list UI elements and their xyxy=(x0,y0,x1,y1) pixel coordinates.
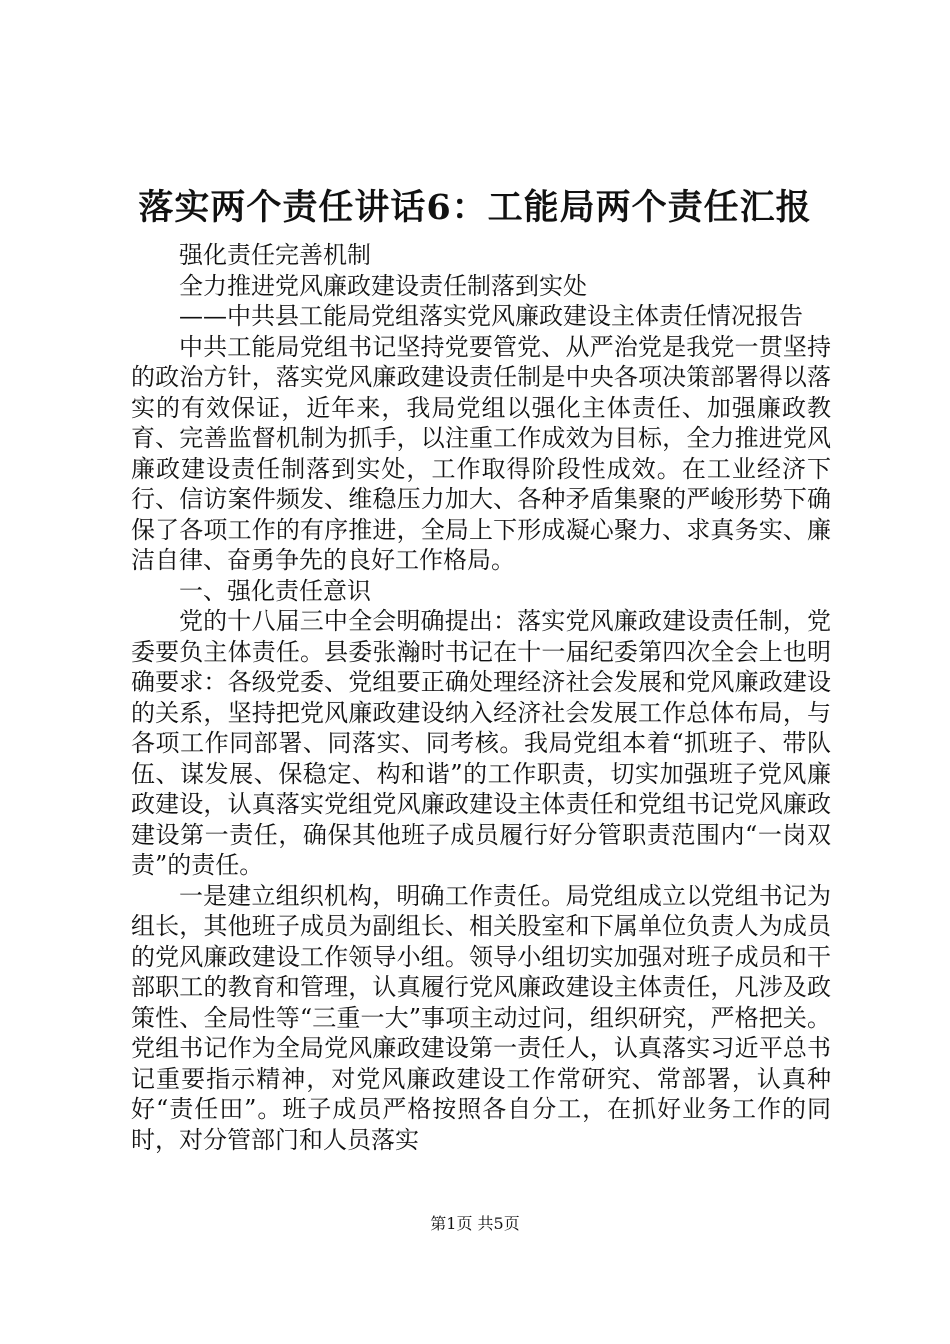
subtitle-line-2: 全力推进党风廉政建设责任制落到实处 xyxy=(179,271,587,300)
body-paragraph-section-1: 党的十八届三中全会明确提出：落实党风廉政建设责任制，党委要负主体责任。县委张瀚时书记在十一届纪委第四次全会上也明确要求：各级党委、党组要正确处理经济社会发展和党风廉政建设的关系，坚持把党风廉政建设纳入经济社会发展工作总体布局，与各项工作同部署、同落实、同考核。我局党组本着“抓班子、带队伍、谋发展、保稳定、构和谐”的工作职责，切实加强班子党风廉政建设，认真落实党组党风廉政建设主体责任和党组书记党风廉政建设第一责任，确保其他班子成员履行好分管职责范围内“一岗双责”的责任。 xyxy=(131,607,831,879)
subtitle-line-3: ——中共县工能局党组落实党风廉政建设主体责任情况报告 xyxy=(179,302,803,330)
document-body xyxy=(131,240,831,1155)
subtitle-line-1: 强化责任完善机制 xyxy=(179,241,371,269)
body-paragraph-intro: 中共工能局党组书记坚持党要管党、从严治党是我党一贯坚持的政治方针，落实党风廉政建设责任制是中央各项决策部署得以落实的有效保证，近年来，我局党组以强化主体责任、加强廉政教育、完善监督机制为抓手，以注重工作成效为目标，全力推进党风廉政建设责任制落到实处，工作取得阶段性成效。在工业经济下行、信访案件频发、维稳压力加大、各种矛盾集聚的严峻形势下确保了各项工作的有序推进，全局上下形成凝心聚力、求真务实、廉洁自律、奋勇争先的良好工作格局。 xyxy=(131,332,831,574)
body-paragraph-item-1: 一是建立组织机构，明确工作责任。局党组成立以党组书记为组长，其他班子成员为副组长、相关股室和下属单位负责人为成员的党风廉政建设工作领导小组。领导小组切实加强对班子成员和干部职工的教育和管理，认真履行党风廉政建设主体责任，凡涉及政策性、全局性等“三重一大”事项主动过问，组织研究，严格把关。党组书记作为全局党风廉政建设第一责任人，认真落实习近平总书记重要指示精神，对党风廉政建设工作常研究、常部署，认真种好“责任田”。班子成员严格按照各自分工，在抓好业务工作的同时，对分管部门和人员落实 xyxy=(131,881,831,1154)
section-heading-1: 一、强化责任意识 xyxy=(179,576,371,605)
document-title: 落实两个责任讲话6：工能局两个责任汇报 xyxy=(138,187,812,228)
page-number-footer: 第1页 共5页 xyxy=(430,1214,520,1233)
